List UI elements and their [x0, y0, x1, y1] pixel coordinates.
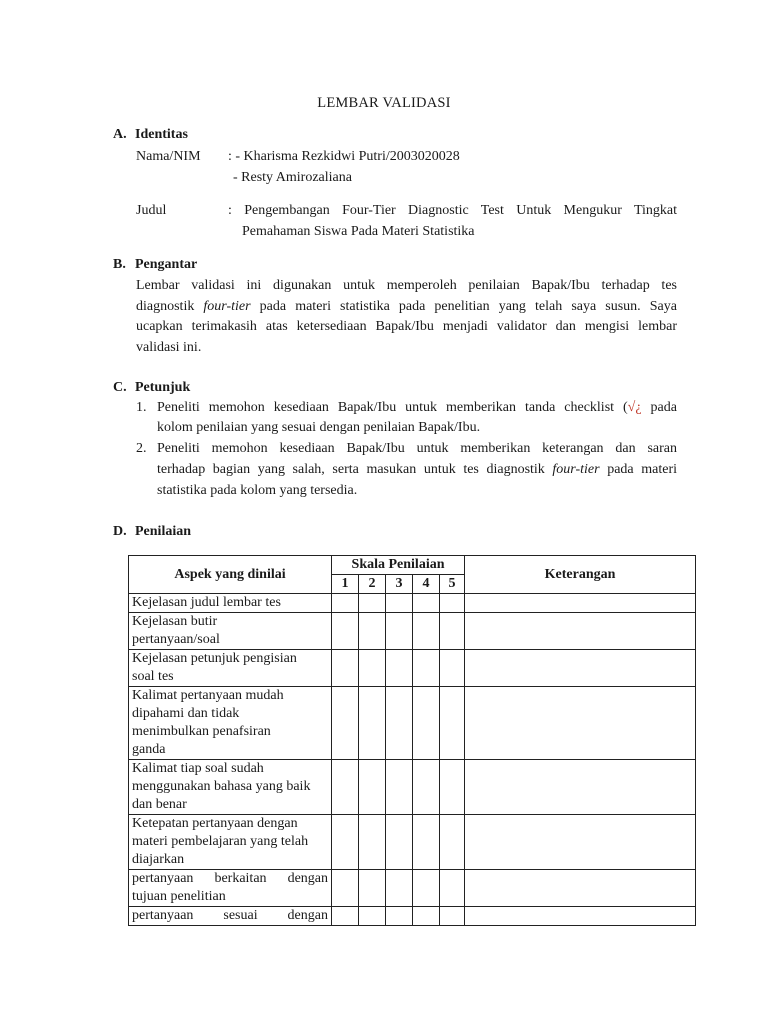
score-cell[interactable]: [386, 687, 413, 760]
header-aspek: Aspek yang dinilai: [129, 556, 332, 594]
keterangan-cell[interactable]: [465, 613, 696, 650]
score-cell[interactable]: [440, 870, 465, 907]
section-c-letter: C.: [113, 380, 127, 395]
section-d-title: Penilaian: [135, 524, 192, 539]
score-cell[interactable]: [413, 687, 440, 760]
table-row: [129, 815, 696, 870]
pengantar-line-2: [136, 298, 677, 316]
score-cell[interactable]: [440, 650, 465, 687]
petunjuk-item-2-text-a: terhadap bagian yang salah, serta masukan untuk tes diagnostik: [157, 462, 553, 477]
petunjuk-item-2-line-1: Peneliti memohon kesediaan Bapak/Ibu untuk memberikan keterangan dan saran: [157, 441, 677, 456]
table-row: [129, 650, 696, 687]
aspect-cell: [129, 870, 332, 907]
judul-value-2: Pemahaman Siswa Pada Materi Statistika: [242, 224, 475, 239]
score-cell[interactable]: [359, 907, 386, 926]
aspect-cell: [129, 687, 332, 760]
petunjuk-item-2-line-3: statistika pada kolom yang tersedia.: [157, 483, 358, 498]
aspect-text: Kejelasan butir pertanyaan/soal: [132, 614, 220, 647]
aspect-cell: [129, 815, 332, 870]
score-cell[interactable]: [359, 870, 386, 907]
section-b-letter: B.: [113, 257, 126, 272]
section-d-heading: [113, 523, 191, 541]
aspect-cell: [129, 760, 332, 815]
aspect-cell: [129, 613, 332, 650]
judul-label: Judul: [136, 203, 167, 218]
score-cell[interactable]: [440, 687, 465, 760]
score-cell[interactable]: [332, 870, 359, 907]
table-row: [129, 907, 696, 926]
document-title: LEMBAR VALIDASI: [317, 95, 451, 111]
aspect-text: Kejelasan petunjuk pengisian soal tes: [132, 651, 297, 684]
scale-5: 5: [440, 575, 465, 594]
keterangan-cell[interactable]: [465, 594, 696, 613]
score-cell[interactable]: [332, 687, 359, 760]
aspect-text: Kalimat pertanyaan mudah dipahami dan tidak menimbulkan penafsiran ganda: [132, 688, 284, 757]
score-cell[interactable]: [386, 870, 413, 907]
score-cell[interactable]: [386, 815, 413, 870]
table-row: [129, 613, 696, 650]
pengantar-four-tier: four-tier: [203, 299, 251, 314]
petunjuk-item-1-num: 1.: [136, 400, 147, 415]
score-cell[interactable]: [413, 760, 440, 815]
score-cell[interactable]: [359, 687, 386, 760]
judul-value-1: : Pengembangan Four-Tier Diagnostic Test Untuk Mengukur Tingkat: [228, 203, 677, 218]
identitas-judul-row: [136, 202, 228, 220]
score-cell[interactable]: [332, 594, 359, 613]
score-cell[interactable]: [413, 815, 440, 870]
petunjuk-item-1-line-1: [157, 399, 677, 417]
score-cell[interactable]: [386, 613, 413, 650]
keterangan-cell[interactable]: [465, 650, 696, 687]
petunjuk-item-2-num: 2.: [136, 441, 147, 456]
aspect-cell: pertanyaan sesuai dengan: [129, 907, 332, 926]
pengantar-line-3: ucapkan terimakasih atas ketersediaan Bapak/Ibu menjadi validator dan mengisi lembar: [136, 319, 677, 334]
keterangan-cell[interactable]: [465, 907, 696, 926]
petunjuk-item-1-line-2: kolom penilaian yang sesuai dengan penilaian Bapak/Ibu.: [157, 420, 481, 435]
petunjuk-item-2-four-tier: four-tier: [552, 462, 600, 477]
score-cell[interactable]: [440, 760, 465, 815]
scale-3: 3: [386, 575, 413, 594]
keterangan-cell[interactable]: [465, 815, 696, 870]
petunjuk-item-2-text-b: pada materi: [599, 462, 677, 477]
score-cell[interactable]: [359, 760, 386, 815]
score-cell[interactable]: [332, 760, 359, 815]
nama-nim-value-2: - Resty Amirozaliana: [233, 170, 352, 185]
table-row: [129, 594, 696, 613]
section-a-title: Identitas: [135, 127, 188, 142]
scale-2: 2: [359, 575, 386, 594]
aspect-cell: [129, 650, 332, 687]
score-cell[interactable]: [440, 613, 465, 650]
pengantar-line-1: Lembar validasi ini digunakan untuk memperoleh penilaian Bapak/Ibu terhadap tes: [136, 278, 677, 293]
header-keterangan: Keterangan: [465, 556, 696, 594]
table-row: [129, 760, 696, 815]
nama-nim-label: Nama/NIM: [136, 149, 201, 164]
score-cell[interactable]: [386, 594, 413, 613]
petunjuk-item-2-line-2: [157, 461, 677, 479]
check-tail-glyph: ¿: [635, 400, 642, 415]
aspect-text: pertanyaan berkaitan dengan tujuan penelitian: [132, 871, 328, 904]
penilaian-table: [128, 555, 696, 926]
score-cell[interactable]: [386, 907, 413, 926]
section-d-letter: D.: [113, 524, 127, 539]
identitas-nama-row-2: [233, 169, 352, 187]
score-cell[interactable]: [413, 594, 440, 613]
section-c-heading: [113, 379, 190, 397]
scale-1: 1: [332, 575, 359, 594]
section-a-heading: [113, 126, 188, 144]
score-cell[interactable]: [332, 613, 359, 650]
score-cell[interactable]: [359, 815, 386, 870]
keterangan-cell[interactable]: [465, 870, 696, 907]
aspect-cell: Kejelasan judul lembar tes: [129, 594, 332, 613]
pengantar-line-2a: diagnostik: [136, 299, 204, 314]
score-cell[interactable]: [359, 613, 386, 650]
identitas-nama-row: [136, 148, 460, 166]
score-cell[interactable]: [386, 760, 413, 815]
score-cell[interactable]: [413, 650, 440, 687]
pengantar-line-4: validasi ini.: [136, 340, 202, 355]
score-cell[interactable]: [386, 650, 413, 687]
score-cell[interactable]: [440, 594, 465, 613]
petunjuk-item-1-text-a: Peneliti memohon kesediaan Bapak/Ibu untuk memberikan tanda checklist (: [157, 400, 628, 415]
aspect-text: Kalimat tiap soal sudah menggunakan bahasa yang baik dan benar: [132, 761, 311, 812]
section-b-title: Pengantar: [135, 257, 198, 272]
section-a-letter: A.: [113, 127, 127, 142]
scale-4: 4: [413, 575, 440, 594]
score-cell[interactable]: [332, 907, 359, 926]
section-c-title: Petunjuk: [135, 380, 191, 395]
score-cell[interactable]: [359, 650, 386, 687]
score-cell[interactable]: [359, 594, 386, 613]
keterangan-cell[interactable]: [465, 760, 696, 815]
section-b-heading: [113, 256, 197, 274]
pengantar-line-2b: pada materi statistika pada penelitian yang telah saya susun. Saya: [250, 299, 677, 314]
keterangan-cell[interactable]: [465, 687, 696, 760]
score-cell[interactable]: [440, 907, 465, 926]
aspect-text: Ketepatan pertanyaan dengan materi pembelajaran yang telah diajarkan: [132, 816, 309, 867]
score-cell[interactable]: [413, 907, 440, 926]
score-cell[interactable]: [440, 815, 465, 870]
score-cell[interactable]: [413, 613, 440, 650]
header-skala: Skala Penilaian: [332, 556, 465, 575]
nama-nim-value-1: : - Kharisma Rezkidwi Putri/2003020028: [228, 149, 460, 164]
checkmark-icon: √: [627, 400, 636, 415]
petunjuk-item-1-text-b: pada: [641, 400, 677, 415]
table-row: [129, 687, 696, 760]
score-cell[interactable]: [413, 870, 440, 907]
score-cell[interactable]: [332, 815, 359, 870]
table-row: [129, 870, 696, 907]
score-cell[interactable]: [332, 650, 359, 687]
